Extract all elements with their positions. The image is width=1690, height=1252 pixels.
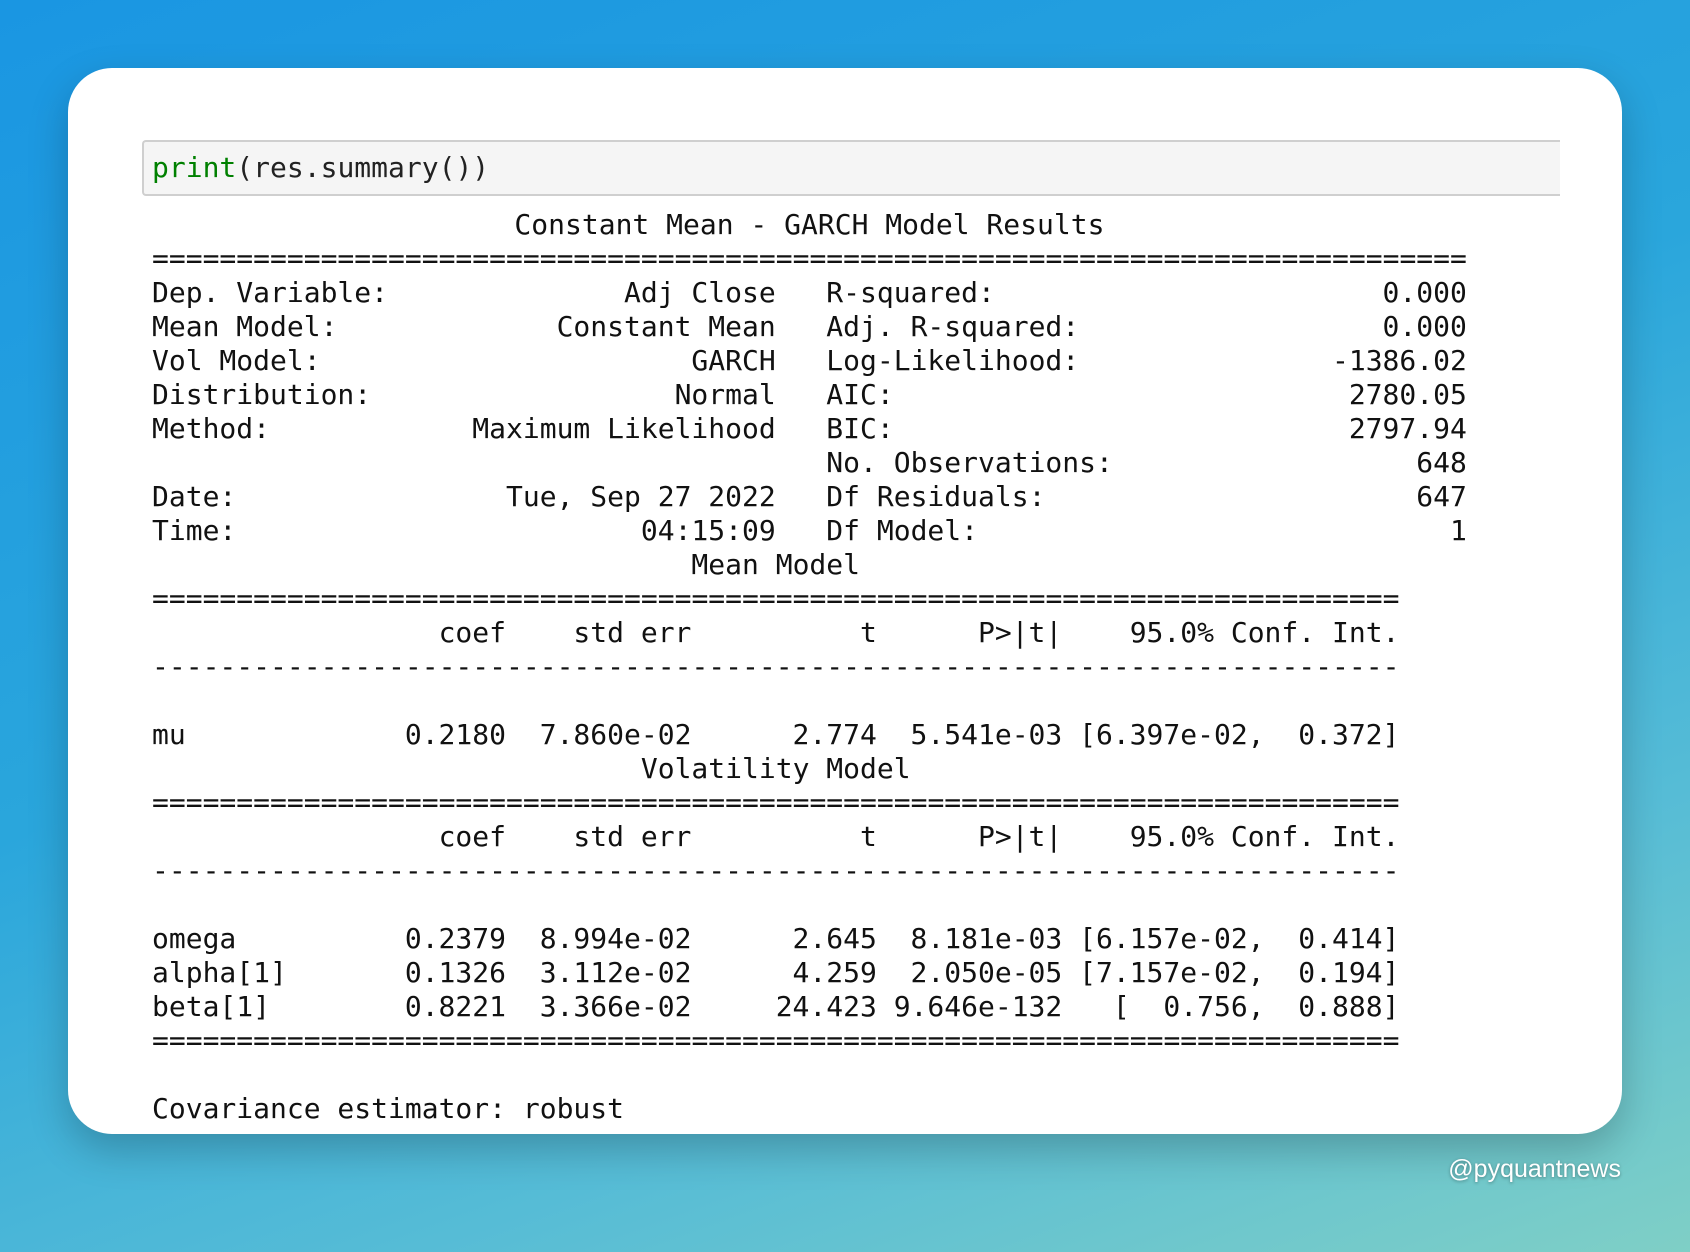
table-row <box>152 718 1467 752</box>
param-p: 8.181e-03 <box>910 922 1063 955</box>
info-label-left: Method: <box>152 412 271 445</box>
mean_model-column-headers <box>152 616 1467 650</box>
info-row <box>152 378 1467 412</box>
vol_model-column-headers <box>152 820 1467 854</box>
param-p: 2.050e-05 <box>910 956 1063 989</box>
info-value-right: 2780.05 <box>1348 378 1467 411</box>
info-value-right: -1386.02 <box>1331 344 1467 377</box>
param-ci: [6.397e-02, 0.372] <box>1079 718 1400 751</box>
info-row <box>152 412 1467 446</box>
table-row <box>152 956 1467 990</box>
covariance-row <box>152 1092 1467 1126</box>
rule-line: ============================================================================== <box>152 242 1467 275</box>
vol_model-dash-rule <box>152 854 1467 888</box>
column-header-coef: coef <box>438 820 506 853</box>
column-header-ci: 95.0% Conf. Int. <box>1129 616 1400 649</box>
bottom-rule <box>152 1024 1467 1058</box>
param-std-err: 3.112e-02 <box>539 956 692 989</box>
table-row <box>152 990 1467 1024</box>
section-heading: Volatility Model <box>640 752 911 785</box>
print-keyword: print <box>152 151 237 184</box>
blank-row <box>152 888 1467 922</box>
info-label-right: AIC: <box>826 378 894 411</box>
info-value-left: Normal <box>674 378 776 411</box>
param-coef: 0.1326 <box>404 956 506 989</box>
vol_model-heading <box>152 752 1467 786</box>
info-label-right: Log-Likelihood: <box>826 344 1080 377</box>
column-header-ci: 95.0% Conf. Int. <box>1129 820 1400 853</box>
param-coef: 0.2180 <box>404 718 506 751</box>
column-header-coef: coef <box>438 616 506 649</box>
watermark: @pyquantnews <box>1448 1155 1621 1183</box>
param-std-err: 7.860e-02 <box>539 718 692 751</box>
column-header-t: t <box>859 820 877 853</box>
title-text: Constant Mean - GARCH Model Results <box>514 208 1105 241</box>
param-t: 2.645 <box>792 922 877 955</box>
code-expression: (res.summary()) <box>236 151 490 184</box>
info-value-right: 1 <box>1449 514 1467 547</box>
info-row <box>152 446 1467 480</box>
title-rule <box>152 242 1467 276</box>
rule-line: ========================================================================== <box>152 786 1400 819</box>
param-coef: 0.2379 <box>404 922 506 955</box>
info-value-left: Adj Close <box>624 276 776 309</box>
info-label-left: Vol Model: <box>152 344 321 377</box>
blank-row <box>152 684 1467 718</box>
info-label-right: Df Model: <box>826 514 978 547</box>
info-row <box>152 480 1467 514</box>
param-name: beta[1] <box>152 990 271 1023</box>
info-value-right: 648 <box>1416 446 1467 479</box>
code-cell[interactable] <box>142 140 1560 196</box>
table-row <box>152 922 1467 956</box>
mean_model-heading <box>152 548 1467 582</box>
rule-line: -------------------------------------------------------------------------- <box>152 650 1400 683</box>
blank-row <box>152 1058 1467 1092</box>
info-label-left: Dep. Variable: <box>152 276 389 309</box>
param-std-err: 3.366e-02 <box>539 990 692 1023</box>
section-heading: Mean Model <box>691 548 860 581</box>
info-label-right: No. Observations: <box>826 446 1113 479</box>
param-t: 2.774 <box>792 718 877 751</box>
info-label-left: Time: <box>152 514 237 547</box>
column-header-p: P>|t| <box>977 820 1063 853</box>
output-card <box>68 68 1622 1134</box>
param-ci: [ 0.756, 0.888] <box>1112 990 1400 1023</box>
rule-line: -------------------------------------------------------------------------- <box>152 854 1400 887</box>
column-header-p: P>|t| <box>977 616 1063 649</box>
info-label-left: Date: <box>152 480 237 513</box>
info-value-right: 2797.94 <box>1348 412 1467 445</box>
vol_model-top-rule <box>152 786 1467 820</box>
info-row <box>152 514 1467 548</box>
info-value-left: 04:15:09 <box>640 514 776 547</box>
param-std-err: 8.994e-02 <box>539 922 692 955</box>
column-header-std-err: std err <box>573 820 692 853</box>
info-value-right: 0.000 <box>1382 310 1467 343</box>
rule-line: ========================================================================== <box>152 1024 1400 1057</box>
mean_model-top-rule <box>152 582 1467 616</box>
param-name: alpha[1] <box>152 956 287 989</box>
param-coef: 0.8221 <box>404 990 506 1023</box>
column-header-std-err: std err <box>573 616 692 649</box>
info-label-right: R-squared: <box>826 276 995 309</box>
param-name: mu <box>152 718 186 751</box>
info-row <box>152 344 1467 378</box>
param-t: 4.259 <box>792 956 877 989</box>
info-value-right: 0.000 <box>1382 276 1467 309</box>
param-ci: [6.157e-02, 0.414] <box>1079 922 1400 955</box>
summary-title <box>152 208 1467 242</box>
param-p: 5.541e-03 <box>910 718 1063 751</box>
info-label-left: Distribution: <box>152 378 372 411</box>
param-ci: [7.157e-02, 0.194] <box>1079 956 1400 989</box>
param-t: 24.423 <box>775 990 877 1023</box>
info-value-right: 647 <box>1416 480 1467 513</box>
param-p: 9.646e-132 <box>893 990 1063 1023</box>
summary-output <box>152 208 1467 1126</box>
info-value-left: Maximum Likelihood <box>472 412 776 445</box>
info-label-right: BIC: <box>826 412 894 445</box>
column-header-t: t <box>859 616 877 649</box>
info-row <box>152 276 1467 310</box>
info-label-right: Df Residuals: <box>826 480 1046 513</box>
info-value-left: Constant Mean <box>556 310 776 343</box>
covariance-text: Covariance estimator: robust <box>152 1092 625 1125</box>
info-label-right: Adj. R-squared: <box>826 310 1080 343</box>
info-label-left: Mean Model: <box>152 310 338 343</box>
info-value-left: GARCH <box>691 344 776 377</box>
rule-line: ========================================================================== <box>152 582 1400 615</box>
param-name: omega <box>152 922 237 955</box>
info-value-left: Tue, Sep 27 2022 <box>506 480 776 513</box>
info-row <box>152 310 1467 344</box>
mean_model-dash-rule <box>152 650 1467 684</box>
